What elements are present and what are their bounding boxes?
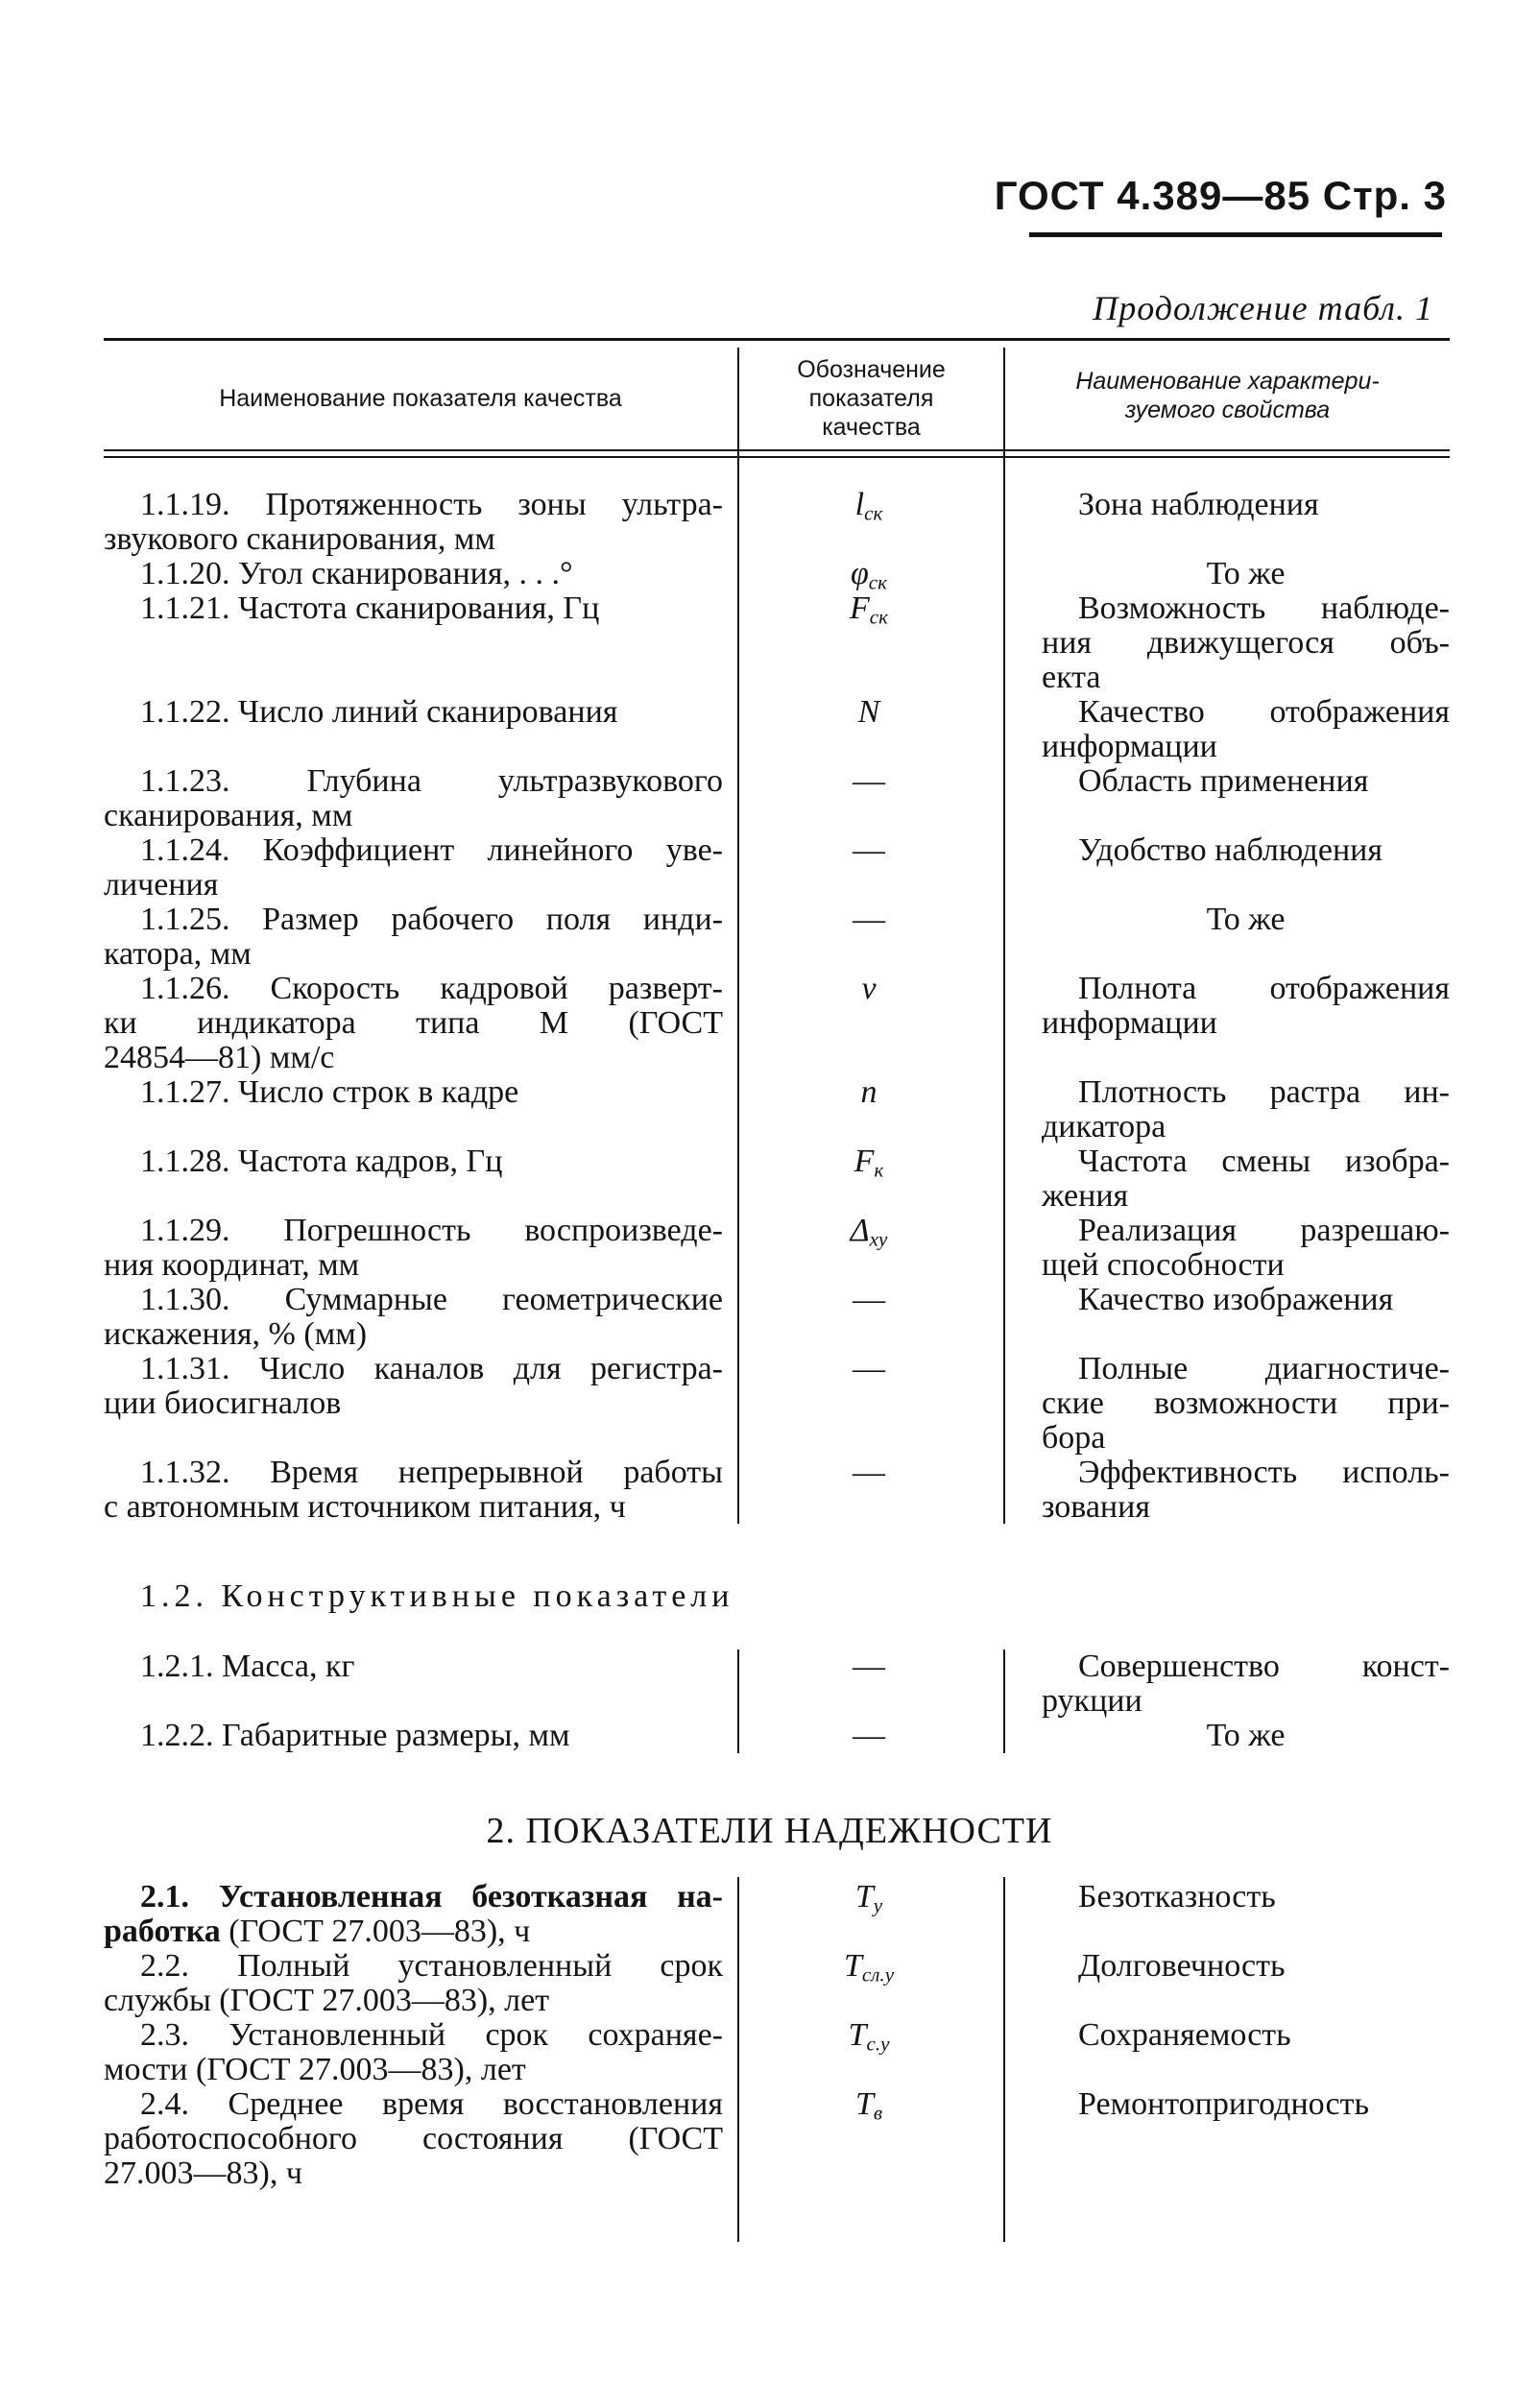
designation-letter: T bbox=[843, 1948, 862, 1984]
text-line: Зона наблюдения bbox=[1078, 487, 1319, 522]
text-line: 1.1.27. Число строк в кадре bbox=[140, 1074, 519, 1110]
designation-subscript: xy bbox=[869, 1227, 888, 1251]
indicator-name bbox=[104, 591, 723, 626]
header-designation bbox=[739, 355, 1003, 442]
designation-letter: — bbox=[853, 902, 885, 937]
designation-subscript: ск bbox=[864, 501, 883, 525]
designation-symbol bbox=[850, 1213, 888, 1251]
designation-symbol bbox=[848, 2017, 890, 2056]
indicator-designation bbox=[739, 972, 998, 1006]
text-line: 1.1.28. Частота кадров, Гц bbox=[140, 1144, 503, 1179]
characterized-property bbox=[1042, 488, 1450, 522]
indicator-designation bbox=[739, 833, 998, 868]
header-characterized-property bbox=[1005, 367, 1450, 424]
text-line: 1.1.21. Частота сканирования, Гц bbox=[140, 590, 600, 626]
header-designation-line: Обозначение bbox=[797, 356, 946, 383]
section-1-2-title: 1.2. Конструктивные показатели bbox=[140, 1578, 734, 1614]
text-line: 1.2.2. Габаритные размеры, мм bbox=[140, 1718, 570, 1753]
designation-letter: T bbox=[854, 1879, 874, 1914]
designation-letter: T bbox=[848, 2017, 867, 2053]
text-line: информации bbox=[1042, 1005, 1217, 1041]
indicator-designation bbox=[739, 1352, 998, 1386]
text-line: 2.2. Полный установленный срок bbox=[140, 1948, 723, 1984]
text-line: 1.1.20. Угол сканирования, . . .° bbox=[140, 556, 573, 591]
text-line: ки индикатора типа М (ГОСТ bbox=[104, 1005, 723, 1041]
table-top-rule bbox=[104, 338, 1450, 341]
text-line: звукового сканирования, мм bbox=[104, 521, 495, 557]
design-indicator-name bbox=[104, 1649, 723, 1684]
text-line: Область применения bbox=[1078, 763, 1369, 799]
reliability-characterized-property: Ремонтопригодность bbox=[1078, 2086, 1369, 2122]
designation-letter: N bbox=[857, 694, 880, 730]
column-separator-2b bbox=[1003, 1877, 1005, 2242]
header-designation-line: показателя bbox=[808, 385, 934, 412]
header-property-line: Наименование характери- bbox=[1075, 368, 1380, 395]
indicator-name bbox=[104, 1075, 723, 1110]
text-line: 2.3. Установленный срок сохраняе- bbox=[140, 2017, 723, 2053]
designation-subscript: сл.у bbox=[861, 1963, 895, 1987]
design-indicator-designation: — bbox=[853, 1649, 885, 1684]
designation-symbol bbox=[854, 2086, 883, 2125]
bold-term: работка bbox=[104, 1914, 221, 1949]
text-line: Плотность растра ин- bbox=[1078, 1074, 1450, 1110]
characterized-property bbox=[1042, 1075, 1450, 1144]
text-line: катора, мм bbox=[104, 936, 252, 972]
text-line: 1.1.19. Протяженность зоны ультра- bbox=[140, 487, 723, 522]
text-line: информации bbox=[1042, 729, 1217, 764]
characterized-property bbox=[1042, 972, 1450, 1041]
characterized-property bbox=[1042, 591, 1450, 695]
reliability-characterized-property: Безотказность bbox=[1078, 1879, 1276, 1914]
indicator-name bbox=[104, 833, 723, 903]
characterized-property bbox=[1042, 695, 1450, 764]
text-line: Полные диагностиче- bbox=[1078, 1351, 1450, 1386]
characterized-property bbox=[1042, 903, 1450, 937]
indicator-name bbox=[104, 488, 723, 557]
text-line: Качество отображения bbox=[1078, 694, 1450, 730]
designation-letter: Δ bbox=[850, 1213, 870, 1248]
designation-symbol bbox=[854, 487, 883, 525]
reliability-row-2-1-line1: 2.1. Установленная безотказная на- bbox=[140, 1879, 723, 1914]
text-line: 1.1.25. Размер рабочего поля инди- bbox=[140, 902, 723, 937]
reliability-row-2-1-line2 bbox=[104, 1914, 723, 1949]
designation-symbol bbox=[843, 1948, 895, 1987]
indicator-designation bbox=[739, 903, 998, 937]
column-separator-1-2b bbox=[1003, 1649, 1005, 1753]
design-indicator-designation: — bbox=[853, 1718, 885, 1753]
text-line: 1.1.24. Коэффициент линейного уве- bbox=[140, 832, 723, 868]
text-line: 1.1.30. Суммарные геометрические bbox=[140, 1282, 723, 1317]
text-line: мости (ГОСТ 27.003—83), лет bbox=[104, 2052, 526, 2087]
designation-letter: — bbox=[853, 1351, 885, 1386]
text-line: То же bbox=[1206, 902, 1286, 937]
indicator-designation bbox=[739, 1144, 998, 1187]
indicator-name bbox=[104, 1283, 723, 1352]
text-line: дикатора bbox=[1042, 1109, 1166, 1144]
reliability-row-2-1-name bbox=[104, 1880, 723, 1949]
reliability-characterized-property: Долговечность bbox=[1078, 1948, 1286, 1984]
characterized-property bbox=[1042, 833, 1450, 868]
designation-letter: F bbox=[854, 1144, 875, 1179]
page-header-title: ГОСТ 4.389—85 Стр. 3 bbox=[994, 173, 1447, 218]
designation-letter: l bbox=[854, 487, 865, 522]
reliability-indicator-designation bbox=[739, 1949, 998, 1991]
text-line: зования bbox=[1042, 1489, 1150, 1525]
indicator-name bbox=[104, 695, 723, 730]
designation-letter: — bbox=[853, 832, 885, 868]
designation-letter: F bbox=[850, 590, 870, 626]
indicator-name bbox=[104, 903, 723, 972]
designation-symbol bbox=[853, 902, 885, 937]
reference: (ГОСТ 27.003—83), ч bbox=[220, 1914, 531, 1949]
text-line: 1.1.31. Число каналов для регистра- bbox=[140, 1351, 723, 1386]
designation-symbol bbox=[853, 1455, 885, 1490]
reliability-indicator-name bbox=[104, 2018, 723, 2087]
text-line: То же bbox=[1206, 1718, 1286, 1753]
design-indicator-name bbox=[104, 1719, 723, 1753]
designation-symbol bbox=[861, 971, 876, 1006]
designation-subscript: ск bbox=[869, 605, 888, 629]
characterized-property bbox=[1042, 1283, 1450, 1317]
designation-subscript: в bbox=[873, 2101, 883, 2125]
text-line: 2.4. Среднее время восстановления bbox=[140, 2086, 723, 2122]
designation-subscript: с.у bbox=[866, 2032, 890, 2056]
reliability-indicator-designation bbox=[739, 2018, 998, 2060]
indicator-name bbox=[104, 557, 723, 591]
characterized-property bbox=[1042, 1214, 1450, 1283]
column-separator-2 bbox=[1003, 348, 1005, 1524]
designation-symbol bbox=[853, 1282, 885, 1317]
text-line: ния координат, мм bbox=[104, 1247, 360, 1283]
designation-letter: — bbox=[853, 1455, 885, 1490]
design-characterized-property bbox=[1042, 1719, 1450, 1753]
indicator-name bbox=[104, 764, 723, 833]
designation-letter: — bbox=[853, 763, 885, 799]
designation-symbol bbox=[853, 763, 885, 799]
text-line: жения bbox=[1042, 1178, 1129, 1214]
text-line: личения bbox=[104, 867, 219, 903]
reliability-characterized-property: Сохраняемость bbox=[1078, 2017, 1291, 2053]
text-line: Совершенство конст- bbox=[1078, 1649, 1450, 1684]
text-line: ские возможности при- bbox=[1042, 1385, 1450, 1421]
indicator-designation bbox=[739, 695, 998, 730]
header-rule bbox=[1029, 232, 1442, 237]
indicator-designation bbox=[739, 1456, 998, 1490]
characterized-property bbox=[1042, 1456, 1450, 1525]
header-property-line: зуемого свойства bbox=[1124, 397, 1331, 423]
design-characterized-property bbox=[1042, 1649, 1450, 1719]
designation-letter: T bbox=[854, 2086, 874, 2122]
text-line: Возможность наблюде- bbox=[1078, 590, 1450, 626]
text-line: 1.1.26. Скорость кадровой разверт- bbox=[140, 971, 723, 1006]
text-line: ции биосигналов bbox=[104, 1385, 342, 1421]
designation-subscript: у bbox=[873, 1893, 883, 1917]
text-line: рукции bbox=[1042, 1683, 1142, 1719]
reliability-indicator-name bbox=[104, 1949, 723, 2018]
reliability-indicator-name bbox=[104, 2087, 723, 2191]
designation-symbol bbox=[861, 1074, 878, 1110]
text-line: Частота смены изобра- bbox=[1078, 1144, 1450, 1179]
designation-symbol bbox=[854, 1879, 883, 1917]
designation-symbol bbox=[850, 556, 888, 594]
section-2-title: 2. ПОКАЗАТЕЛИ НАДЕЖНОСТИ bbox=[486, 1811, 1053, 1851]
indicator-name bbox=[104, 1352, 723, 1421]
text-line: искажения, % (мм) bbox=[104, 1316, 368, 1352]
table-continuation-caption: Продолжение табл. 1 bbox=[1093, 289, 1433, 327]
designation-symbol bbox=[853, 832, 885, 868]
indicator-designation bbox=[739, 1214, 998, 1256]
characterized-property bbox=[1042, 764, 1450, 799]
indicator-name bbox=[104, 1144, 723, 1179]
text-line: 1.1.23. Глубина ультразвукового bbox=[140, 763, 723, 799]
text-line: Удобство наблюдения bbox=[1078, 832, 1383, 868]
indicator-name bbox=[104, 972, 723, 1075]
designation-letter: — bbox=[853, 1282, 885, 1317]
indicator-designation bbox=[739, 488, 998, 530]
indicator-name bbox=[104, 1456, 723, 1525]
designation-symbol bbox=[850, 590, 888, 629]
text-line: с автономным источником питания, ч bbox=[104, 1489, 626, 1525]
indicator-designation bbox=[739, 591, 998, 634]
characterized-property bbox=[1042, 1352, 1450, 1456]
text-line: ния движущегося объ- bbox=[1042, 625, 1450, 661]
indicator-designation bbox=[739, 764, 998, 799]
indicator-name bbox=[104, 1214, 723, 1283]
text-line: Реализация разрешаю- bbox=[1078, 1213, 1450, 1248]
text-line: 1.1.22. Число линий сканирования bbox=[140, 694, 618, 730]
table-header-rule-1 bbox=[104, 449, 1450, 451]
text-line: службы (ГОСТ 27.003—83), лет bbox=[104, 1983, 550, 2018]
text-line: Качество изображения bbox=[1078, 1282, 1394, 1317]
designation-letter: n bbox=[860, 1074, 878, 1110]
reliability-indicator-designation bbox=[739, 2087, 998, 2130]
designation-symbol bbox=[858, 694, 880, 730]
table-header-rule-2 bbox=[104, 456, 1450, 458]
text-line: екта bbox=[1042, 660, 1101, 695]
text-line: работоспособного состояния (ГОСТ bbox=[104, 2121, 723, 2156]
text-line: Эффективность исполь- bbox=[1078, 1455, 1450, 1490]
text-line: Полнота отображения bbox=[1078, 971, 1450, 1006]
header-designation-line: качества bbox=[822, 414, 921, 441]
designation-letter: v bbox=[861, 971, 877, 1006]
designation-subscript: к bbox=[874, 1158, 884, 1182]
designation-letter: φ bbox=[850, 556, 869, 591]
designation-subscript: ск bbox=[868, 570, 888, 594]
text-line: 24854—81) мм/с bbox=[104, 1040, 335, 1075]
designation-symbol bbox=[853, 1351, 885, 1386]
text-line: сканирования, мм bbox=[104, 798, 353, 833]
reliability-indicator-designation bbox=[739, 1880, 998, 1922]
header-quality-indicator-name: Наименование показателя качества bbox=[219, 385, 622, 412]
text-line: 1.1.32. Время непрерывной работы bbox=[140, 1455, 723, 1490]
text-line: 27.003—83), ч bbox=[104, 2155, 302, 2191]
text-line: То же bbox=[1206, 556, 1286, 591]
text-line: 1.2.1. Масса, кг bbox=[140, 1649, 355, 1684]
designation-symbol bbox=[854, 1144, 884, 1182]
characterized-property bbox=[1042, 557, 1450, 591]
indicator-designation bbox=[739, 1075, 998, 1110]
text-line: щей способности bbox=[1042, 1247, 1285, 1283]
text-line: бора bbox=[1042, 1420, 1106, 1456]
indicator-designation bbox=[739, 1283, 998, 1317]
characterized-property bbox=[1042, 1144, 1450, 1214]
text-line: 1.1.29. Погрешность воспроизведе- bbox=[140, 1213, 723, 1248]
